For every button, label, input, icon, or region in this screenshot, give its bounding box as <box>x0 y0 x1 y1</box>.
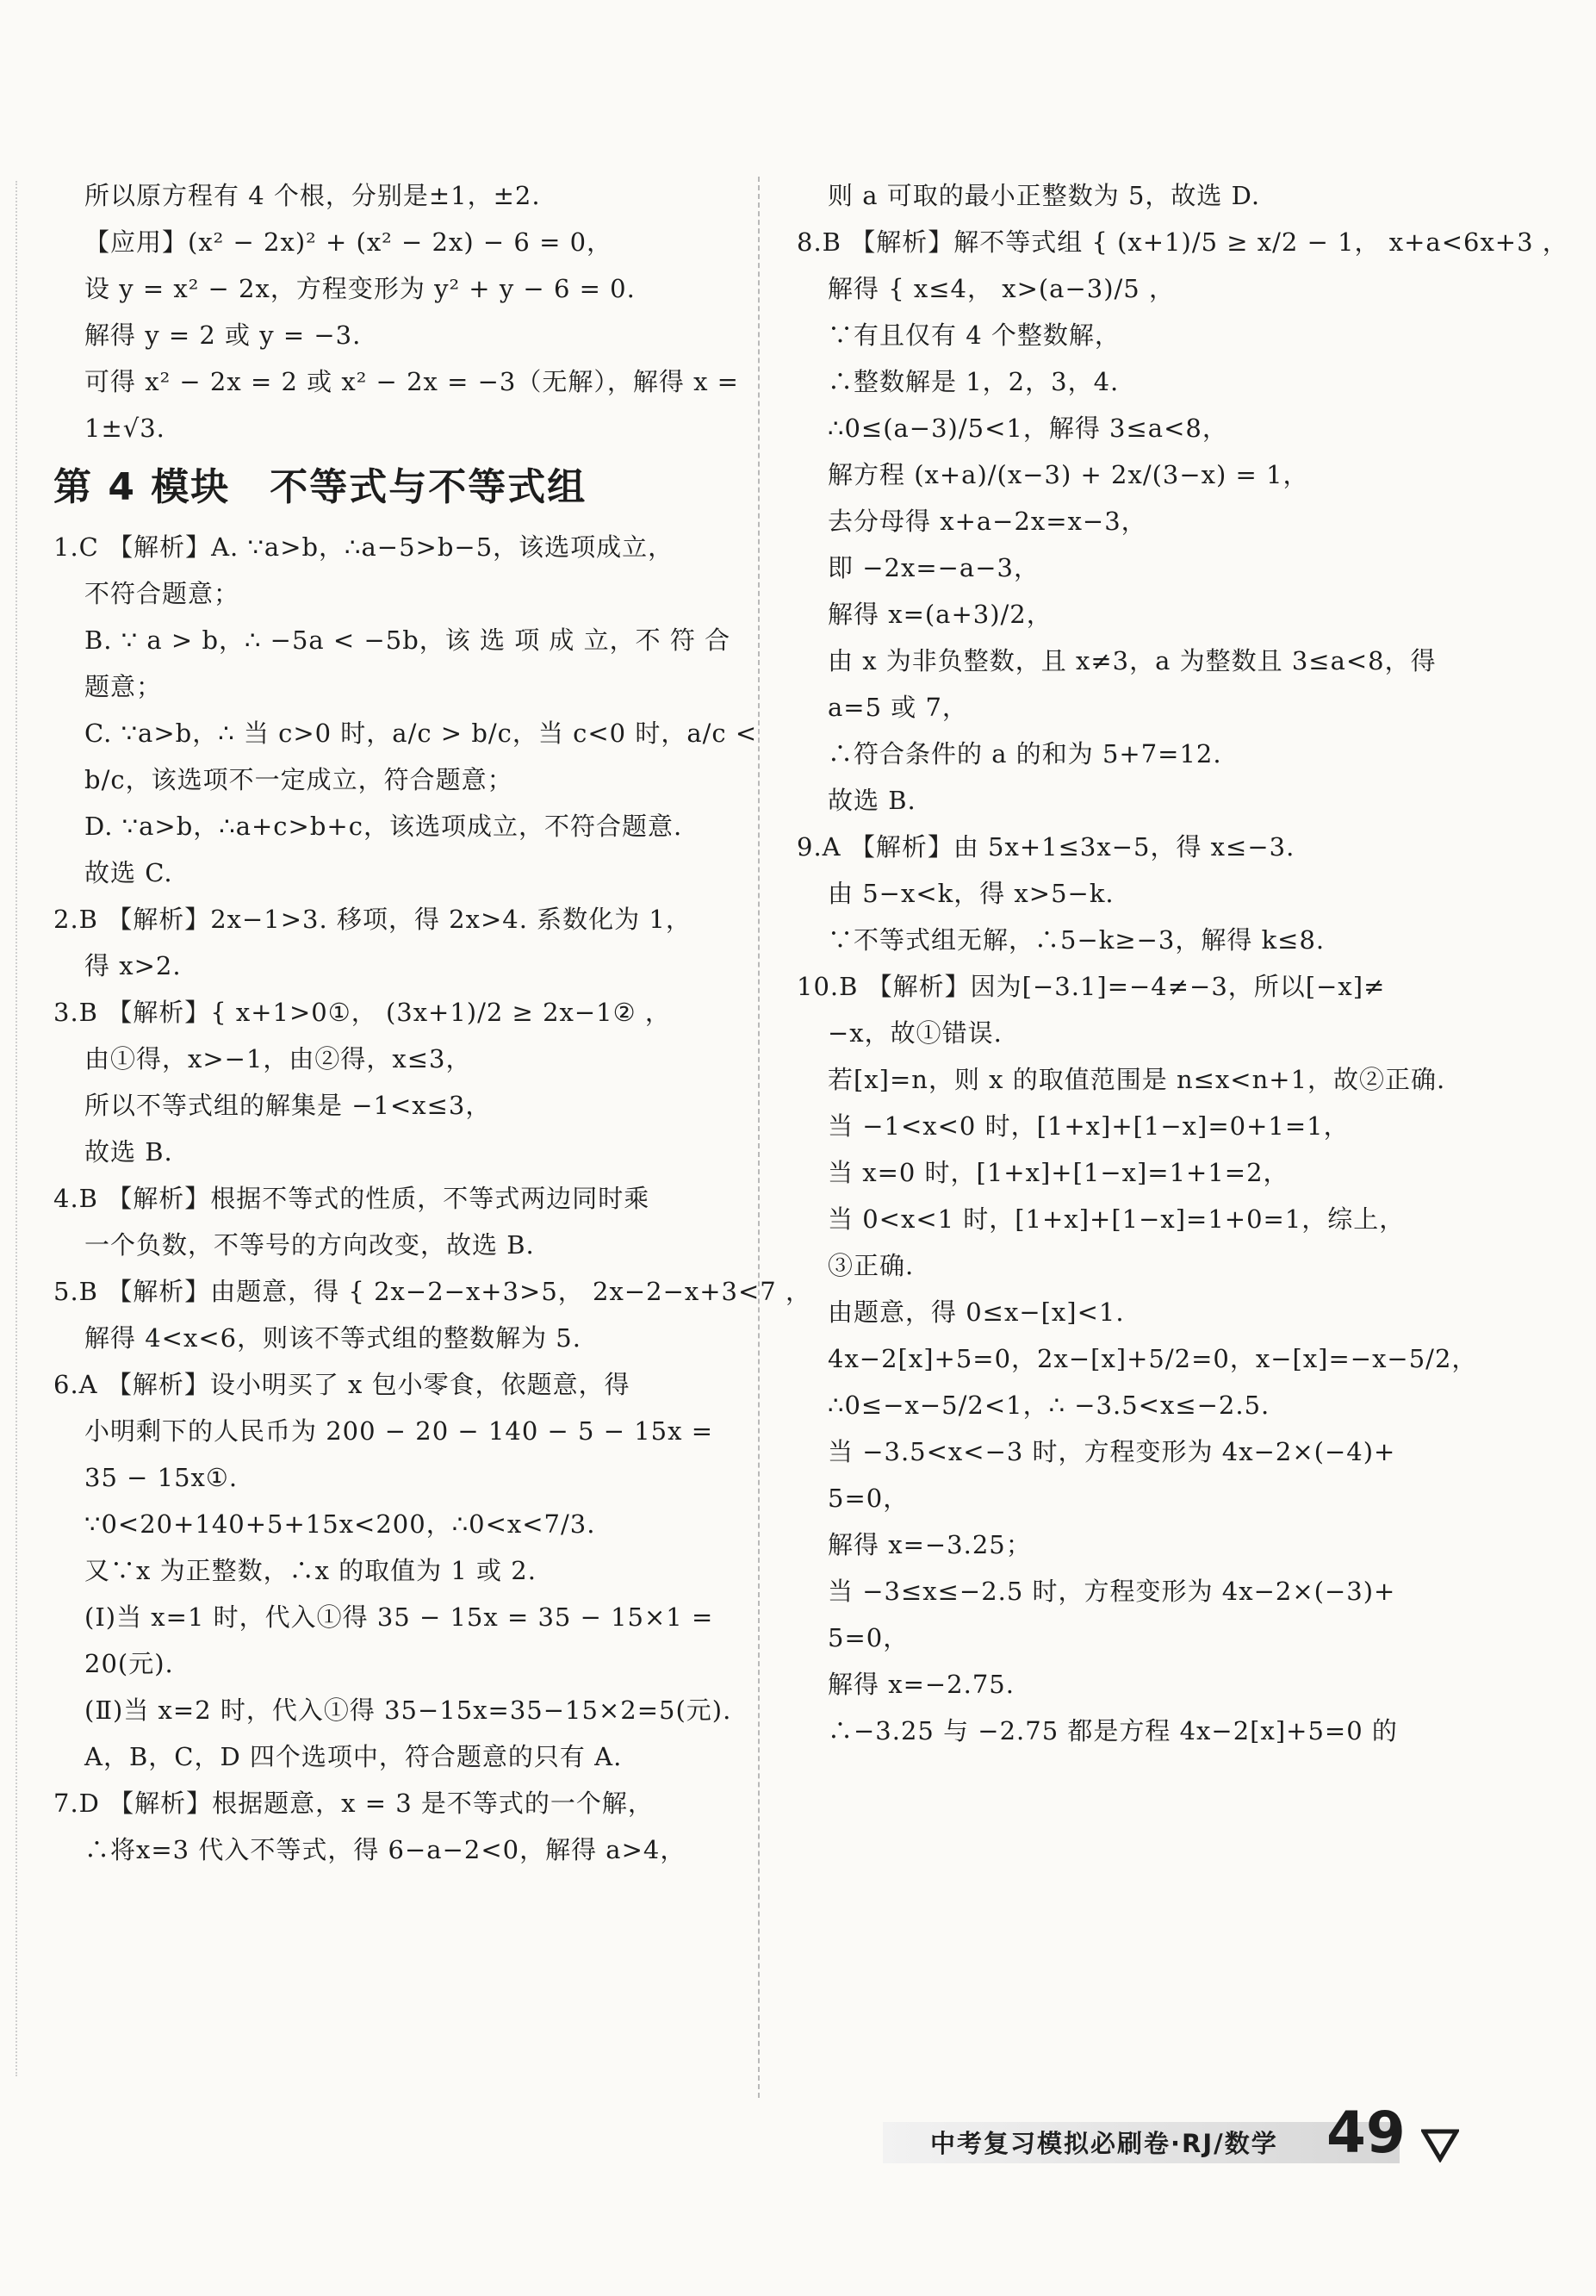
text-line: 1±√3. <box>84 414 165 443</box>
text-line: ∵有且仅有 4 个整数解， <box>828 320 1121 350</box>
text-line: ∴−3.25 与 −2.75 都是方程 4x−2[x]+5=0 的 <box>828 1716 1398 1745</box>
text-line: ∴将x=3 代入不等式，得 6−a−2<0，解得 a>4， <box>84 1835 686 1864</box>
text-line: 当 0<x<1 时，[1+x]+[1−x]=1+0=1，综上， <box>828 1204 1406 1234</box>
text-line: ∵不等式组无解，∴5−k≥−3，解得 k≤8. <box>828 925 1326 955</box>
text-line: 又∵x 为正整数，∴x 的取值为 1 或 2. <box>84 1556 537 1585</box>
text-line: (Ⅰ)当 x=1 时，代入①得 35 − 15x = 35 − 15×1 = <box>84 1602 714 1632</box>
text-line: 一个负数，不等号的方向改变，故选 B. <box>84 1230 535 1260</box>
answer-item: 6.A 【解析】设小明买了 x 包小零食，依题意，得 <box>53 1370 630 1399</box>
text-line: 解得 { x≤4， x>(a−3)/5 ， <box>828 274 1175 303</box>
answer-item: 5.B 【解析】由题意，得 { 2x−2−x+3>5， 2x−2−x+3<7 ， <box>53 1277 811 1306</box>
text-line: D. ∵a>b，∴a+c>b+c，该选项成立，不符合题意. <box>84 812 683 841</box>
text-line: 20(元). <box>84 1649 174 1678</box>
text-line: B. ∵ a > b，∴ −5a < −5b，该 选 项 成 立，不 符 合 <box>84 625 731 655</box>
text-line: 去分母得 x+a−2x=x−3， <box>828 507 1147 536</box>
text-line: 题意； <box>84 672 163 701</box>
text-line: 所以原方程有 4 个根，分别是±1，±2. <box>84 181 541 210</box>
text-line: 设 y = x² − 2x，方程变形为 y² + y − 6 = 0. <box>84 274 636 303</box>
page-number: 49 <box>1326 2100 1406 2166</box>
answer-item: 2.B 【解析】2x−1>3. 移项，得 2x>4. 系数化为 1， <box>53 905 692 934</box>
text-line: 故选 B. <box>84 1137 173 1167</box>
answer-item: 8.B 【解析】解不等式组 { (x+1)/5 ≥ x/2 − 1， x+a<6x+3 ， <box>797 227 1568 257</box>
text-line: 解得 x=−2.75. <box>828 1670 1015 1699</box>
text-line: 4x−2[x]+5=0，2x−[x]+5/2=0，x−[x]=−x−5/2， <box>828 1344 1478 1373</box>
text-line: 当 −1<x<0 时，[1+x]+[1−x]=0+1=1， <box>828 1111 1350 1141</box>
text-line: 不符合题意； <box>84 579 240 608</box>
text-line: a=5 或 7， <box>828 693 968 722</box>
section-heading: 第 4 模块 不等式与不等式组 <box>53 465 587 509</box>
text-line: 得 x>2. <box>84 951 182 980</box>
text-line: 故选 B. <box>828 786 916 815</box>
text-line: 解得 x=−3.25； <box>828 1530 1032 1559</box>
answer-item: 1.C 【解析】A. ∵a>b，∴a−5>b−5，该选项成立， <box>53 532 674 562</box>
text-line: 则 a 可取的最小正整数为 5，故选 D. <box>828 181 1261 210</box>
text-line: −x，故①错误. <box>828 1018 1003 1048</box>
text-line: 可得 x² − 2x = 2 或 x² − 2x = −3（无解），解得 x = <box>84 367 739 396</box>
answer-item: 3.B 【解析】{ x+1>0①， (3x+1)/2 ≥ 2x−1② ， <box>53 998 671 1027</box>
left-column <box>53 172 811 1873</box>
text-line: 即 −2x=−a−3， <box>828 553 1040 582</box>
text-line: 故选 C. <box>84 858 173 887</box>
text-line: 解得 y = 2 或 y = −3. <box>84 320 362 350</box>
triangle-down-icon <box>1421 2128 1459 2162</box>
text-line: ∴符合条件的 a 的和为 5+7=12. <box>828 739 1222 768</box>
text-line: (Ⅱ)当 x=2 时，代入①得 35−15x=35−15×2=5(元). <box>84 1696 732 1725</box>
text-line: 由 5−x<k，得 x>5−k. <box>828 879 1115 908</box>
text-line: ∴整数解是 1，2，3，4. <box>828 367 1120 396</box>
right-column <box>797 172 1568 1754</box>
text-line: C. ∵a>b，∴ 当 c>0 时，a/c > b/c，当 c<0 时，a/c < <box>84 719 758 748</box>
text-line: b/c，该选项不一定成立，符合题意； <box>84 765 513 794</box>
text-line: 【应用】(x² − 2x)² + (x² − 2x) − 6 = 0， <box>84 227 613 257</box>
text-line: 所以不等式组的解集是 −1<x≤3， <box>84 1091 492 1120</box>
column-divider <box>758 177 760 2098</box>
text-line: 由①得，x>−1，由②得，x≤3， <box>84 1044 472 1073</box>
text-line: ∴0≤−x−5/2<1，∴ −3.5<x≤−2.5. <box>828 1391 1270 1420</box>
page-edge-mark <box>16 181 17 2076</box>
footer-book-title: 中考复习模拟必刷卷·RJ/数学 <box>930 2129 1278 2158</box>
text-line: 若[x]=n，则 x 的取值范围是 n≤x<n+1，故②正确. <box>828 1065 1446 1094</box>
text-line: ∵0<20+140+5+15x<200，∴0<x<7/3. <box>84 1509 596 1539</box>
answer-item: 9.A 【解析】由 5x+1≤3x−5，得 x≤−3. <box>797 832 1295 862</box>
text-line: 当 −3.5<x<−3 时，方程变形为 4x−2×(−4)+ <box>828 1437 1396 1466</box>
answer-item: 10.B 【解析】因为[−3.1]=−4≠−3，所以[−x]≠ <box>797 972 1386 1001</box>
text-line: 解得 4<x<6，则该不等式组的整数解为 5. <box>84 1323 581 1353</box>
text-line: 5=0， <box>828 1623 910 1652</box>
text-line: 由 x 为非负整数，且 x≠3，a 为整数且 3≤a<8，得 <box>828 646 1437 675</box>
text-line: 当 −3≤x≤−2.5 时，方程变形为 4x−2×(−3)+ <box>828 1577 1396 1606</box>
text-line: 解得 x=(a+3)/2， <box>828 600 1053 629</box>
text-line: ∴0≤(a−3)/5<1，解得 3≤a<8， <box>828 414 1228 443</box>
text-line: 5=0， <box>828 1484 910 1513</box>
text-line: 当 x=0 时，[1+x]+[1−x]=1+1=2， <box>828 1158 1289 1187</box>
text-line: ③正确. <box>828 1251 915 1280</box>
answer-item: 4.B 【解析】根据不等式的性质，不等式两边同时乘 <box>53 1184 650 1213</box>
text-line: 由题意，得 0≤x−[x]<1. <box>828 1297 1125 1327</box>
text-line: 35 − 15x①. <box>84 1463 239 1492</box>
answer-item: 7.D 【解析】根据题意，x = 3 是不等式的一个解， <box>53 1789 654 1818</box>
text-line: A，B，C，D 四个选项中，符合题意的只有 A. <box>84 1742 623 1771</box>
text-line: 小明剩下的人民币为 200 − 20 − 140 − 5 − 15x = <box>84 1416 713 1446</box>
text-line: 解方程 (x+a)/(x−3) + 2x/(3−x) = 1， <box>828 460 1309 489</box>
